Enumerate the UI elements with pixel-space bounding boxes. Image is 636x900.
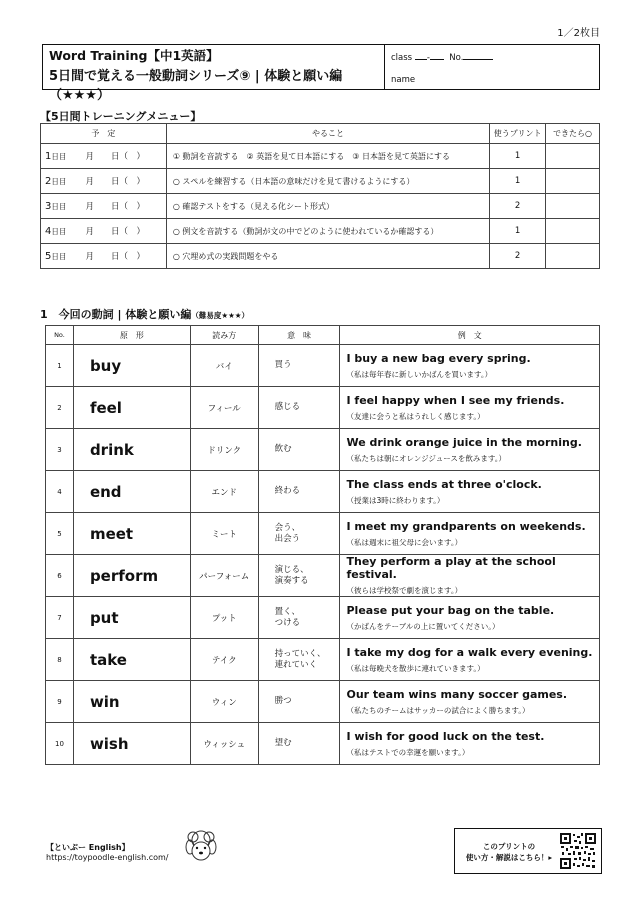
class-row <box>391 50 493 63</box>
date-blank[interactable]: 月 日（ ） <box>85 252 145 262</box>
print-cell: 1 <box>490 219 546 244</box>
day-number: 5 <box>45 251 52 262</box>
header-meaning: 意 味 <box>258 326 340 345</box>
verb-base-form: perform <box>73 555 190 597</box>
example-english: I wish for good luck on the test. <box>346 729 545 743</box>
day-number: 1 <box>45 151 52 162</box>
title-area <box>43 45 385 103</box>
training-menu-table <box>40 123 600 269</box>
print-cell: 1 <box>490 144 546 169</box>
header-no: No. <box>46 326 74 345</box>
verb-reading: テイク <box>190 639 258 681</box>
example-english: I take my dog for a walk every evening. <box>346 645 593 659</box>
verb-number: 6 <box>46 555 74 597</box>
verb-base-form: end <box>73 471 190 513</box>
verb-number: 3 <box>46 429 74 471</box>
header-base-form: 原 形 <box>73 326 190 345</box>
verb-reading: ウィッシュ <box>190 723 258 765</box>
example-cell <box>340 513 600 555</box>
example-japanese: （私は週末に祖父母に会います。） <box>346 537 463 547</box>
example-japanese: （彼らは学校祭で劇を演じます。） <box>346 586 463 595</box>
verb-meaning: 感じる <box>258 387 340 429</box>
header-reading: 読み方 <box>190 326 258 345</box>
menu-row <box>41 169 600 194</box>
verb-meaning: 買う <box>258 345 340 387</box>
print-cell: 2 <box>490 194 546 219</box>
menu-row <box>41 144 600 169</box>
verb-row <box>46 513 600 555</box>
print-cell: 2 <box>490 244 546 269</box>
verb-reading: ドリンク <box>190 429 258 471</box>
verb-number: 2 <box>46 387 74 429</box>
header-example: 例 文 <box>340 326 600 345</box>
example-cell <box>340 681 600 723</box>
day-number: 2 <box>45 176 52 187</box>
date-blank[interactable]: 月 日（ ） <box>85 202 145 212</box>
verb-row <box>46 345 600 387</box>
example-english: I meet my grandparents on weekends. <box>346 519 586 533</box>
verb-row <box>46 723 600 765</box>
done-checkbox-cell[interactable] <box>546 194 600 219</box>
qr-code-icon[interactable] <box>559 832 597 870</box>
example-cell <box>340 387 600 429</box>
menu-row <box>41 244 600 269</box>
class-label: class <box>391 53 413 63</box>
verb-meaning: 望む <box>258 723 340 765</box>
example-japanese: （私たちのチームはサッカーの試合によく勝ちます。） <box>346 705 530 715</box>
worksheet-title: 5日間で覚える一般動詞シリーズ⑨ | 体験と願い編（★★★） <box>49 69 343 103</box>
verb-table <box>45 325 600 765</box>
verb-meaning: 飲む <box>258 429 340 471</box>
day-suffix: 日目 <box>51 152 67 161</box>
day-suffix: 日目 <box>51 177 67 186</box>
verb-number: 5 <box>46 513 74 555</box>
date-blank[interactable]: 月 日（ ） <box>85 177 145 187</box>
task-cell: ○ スペルを練習する（日本語の意味だけを見て書けるようにする） <box>166 169 489 194</box>
verb-meaning: 終わる <box>258 471 340 513</box>
verb-row <box>46 471 600 513</box>
verb-base-form: put <box>73 597 190 639</box>
example-japanese: （私は毎晩犬を散歩に連れていきます。） <box>346 663 485 673</box>
example-english: The class ends at three o'clock. <box>346 477 542 491</box>
day-cell <box>41 194 167 219</box>
verb-reading: バイ <box>190 345 258 387</box>
footer-brand: 【といぷー English】 <box>46 843 130 852</box>
verb-section-title <box>40 306 249 322</box>
date-blank[interactable]: 月 日（ ） <box>85 227 145 237</box>
header-task: やること <box>166 124 489 144</box>
verb-header-row <box>46 326 600 345</box>
page-number: 1／2枚目 <box>557 28 600 39</box>
explanation-link-text: このプリントの 使い方・解説はこちら！▸ <box>465 842 553 862</box>
print-cell: 1 <box>490 169 546 194</box>
verb-reading: パーフォーム <box>190 555 258 597</box>
day-number: 4 <box>45 226 52 237</box>
verb-meaning: 会う、 出会う <box>258 513 340 555</box>
task-cell: ○ 例文を音読する（動詞が文の中でどのように使われているか確認する） <box>166 219 489 244</box>
verb-base-form: meet <box>73 513 190 555</box>
example-japanese: （私はテストでの幸運を願います。） <box>346 747 470 757</box>
menu-header-row <box>41 124 600 144</box>
menu-row <box>41 219 600 244</box>
example-cell <box>340 723 600 765</box>
example-english: Our team wins many soccer games. <box>346 687 568 701</box>
example-english: Please put your bag on the table. <box>346 603 555 617</box>
example-cell <box>340 555 600 597</box>
example-english: I buy a new bag every spring. <box>346 351 531 365</box>
example-japanese: （授業は3時に終わります。） <box>346 495 445 505</box>
title-box <box>42 44 600 103</box>
verb-number: 9 <box>46 681 74 723</box>
verb-base-form: feel <box>73 387 190 429</box>
verb-row <box>46 555 600 597</box>
menu-row <box>41 194 600 219</box>
example-english: I feel happy when I see my friends. <box>346 393 565 407</box>
verb-row <box>46 387 600 429</box>
done-checkbox-cell[interactable] <box>546 169 600 194</box>
explanation-link-box[interactable] <box>454 828 602 874</box>
difficulty-label: （難易度★★★） <box>191 311 250 320</box>
example-cell <box>340 597 600 639</box>
verb-number: 8 <box>46 639 74 681</box>
example-japanese: （私は毎年春に新しいかばんを買います。） <box>346 369 493 379</box>
verb-base-form: drink <box>73 429 190 471</box>
class-blank[interactable] <box>415 50 427 60</box>
class-number-blank[interactable] <box>430 50 444 60</box>
done-checkbox-cell[interactable] <box>546 244 600 269</box>
day-cell <box>41 144 167 169</box>
day-suffix: 日目 <box>51 202 67 211</box>
day-cell <box>41 169 167 194</box>
verb-reading: フィール <box>190 387 258 429</box>
example-japanese: （私たちは朝にオレンジジュースを飲みます。） <box>346 453 507 463</box>
day-number: 3 <box>45 201 52 212</box>
header-schedule: 予 定 <box>41 124 167 144</box>
verb-reading: ミート <box>190 513 258 555</box>
no-label: No. <box>449 53 464 63</box>
example-cell <box>340 471 600 513</box>
day-suffix: 日目 <box>51 227 67 236</box>
example-english: We drink orange juice in the morning. <box>346 435 582 449</box>
verb-meaning: 演じる、 演奏する <box>258 555 340 597</box>
header-done: できたら○ <box>546 124 600 144</box>
name-label: name <box>391 75 416 85</box>
verb-meaning: 置く、 つける <box>258 597 340 639</box>
done-checkbox-cell[interactable] <box>546 144 600 169</box>
example-cell <box>340 429 600 471</box>
verb-number: 7 <box>46 597 74 639</box>
verb-base-form: take <box>73 639 190 681</box>
verb-number: 4 <box>46 471 74 513</box>
example-english: They perform a play at the school festival. <box>346 555 556 581</box>
day-cell <box>41 219 167 244</box>
day-suffix: 日目 <box>51 252 67 261</box>
class-dash: - <box>426 53 430 63</box>
example-japanese: （友達に会うと私はうれしく感じます。） <box>346 411 485 421</box>
poodle-icon <box>180 826 222 866</box>
verb-base-form: buy <box>73 345 190 387</box>
verb-reading: ウィン <box>190 681 258 723</box>
example-cell <box>340 345 600 387</box>
verb-row <box>46 429 600 471</box>
example-cell <box>340 639 600 681</box>
worksheet-series-title: Word Training【中1英語】 <box>49 48 219 63</box>
task-cell: ○ 穴埋め式の実践問題をやる <box>166 244 489 269</box>
student-number-blank[interactable] <box>463 50 493 60</box>
day-cell <box>41 244 167 269</box>
example-japanese: （かばんをテーブルの上に置いてください。） <box>346 621 500 631</box>
header-print: 使うプリント <box>490 124 546 144</box>
task-cell: ① 動詞を音読する ② 英語を見て日本語にする ③ 日本語を見て英語にする <box>166 144 489 169</box>
verb-section-heading: 1 今回の動詞 | 体験と願い編 <box>40 308 192 321</box>
verb-reading: エンド <box>190 471 258 513</box>
verb-number: 1 <box>46 345 74 387</box>
verb-meaning: 持っていく、 連れていく <box>258 639 340 681</box>
footer-url[interactable]: https://toypoodle-english.com/ <box>46 853 169 862</box>
menu-section-title: 【5日間トレーニングメニュー】 <box>40 110 202 123</box>
verb-row <box>46 639 600 681</box>
verb-row <box>46 681 600 723</box>
verb-number: 10 <box>46 723 74 765</box>
verb-reading: プット <box>190 597 258 639</box>
verb-meaning: 勝つ <box>258 681 340 723</box>
verb-base-form: win <box>73 681 190 723</box>
verb-base-form: wish <box>73 723 190 765</box>
done-checkbox-cell[interactable] <box>546 219 600 244</box>
verb-row <box>46 597 600 639</box>
task-cell: ○ 確認テストをする（見える化シート形式） <box>166 194 489 219</box>
date-blank[interactable]: 月 日（ ） <box>85 152 145 162</box>
